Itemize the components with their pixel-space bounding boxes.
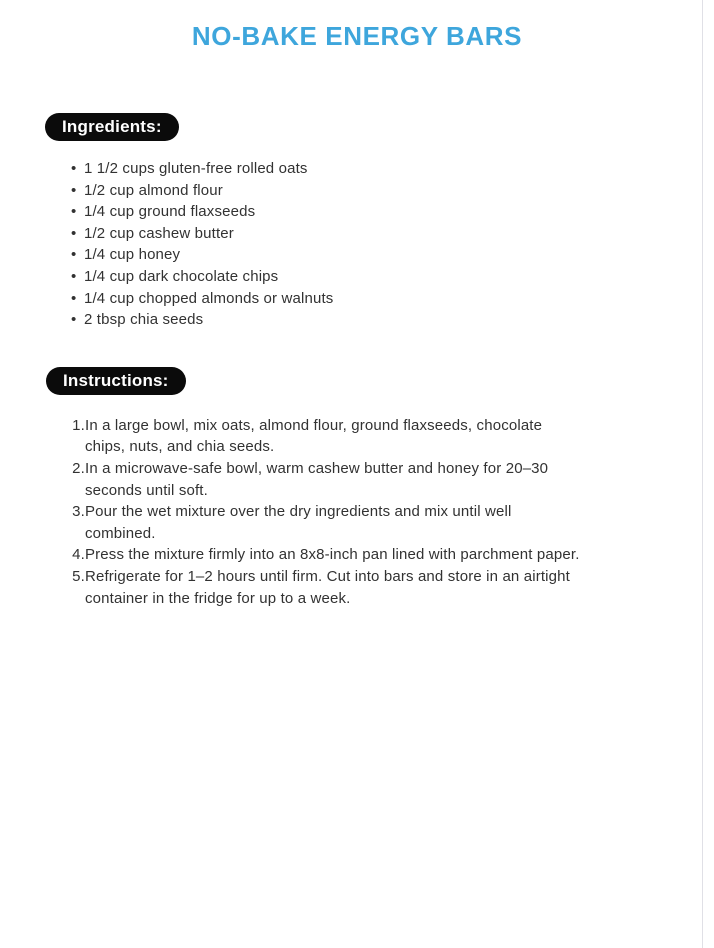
ingredient-item: • 1/4 cup ground flaxseeds: [84, 201, 714, 223]
instruction-step: Refrigerate for 1–2 hours until firm. Cut into bars and store in an airtight container in the fridge for up to a week.: [85, 567, 570, 607]
instruction-step: In a microwave-safe bowl, warm cashew butter and honey for 20–30 seconds until soft.: [85, 459, 549, 499]
page-title: NO-BAKE ENERGY BARS: [191, 21, 523, 51]
instruction-step: In a large bowl, mix oats, almond flour, ground flaxseeds, chocolate chips, nuts, and chia seeds.: [85, 416, 543, 456]
ingredient-item: • 1/4 cup dark chocolate chips: [84, 266, 714, 288]
instruction-list: [0, 415, 714, 609]
ingredient-list: [0, 158, 714, 331]
instruction-step: Pour the wet mixture over the dry ingredients and mix until well combined.: [85, 503, 512, 542]
instruction-step: Press the mixture firmly into an 8x8-inch pan lined with parchment paper.: [85, 546, 580, 564]
page-edge-line: [702, 0, 703, 948]
ingredients-section-badge: Ingredients:: [45, 113, 179, 141]
ingredient-item: • 2 tbsp chia seeds: [84, 309, 714, 331]
ingredient-item: • 1/2 cup cashew butter: [84, 223, 714, 245]
ingredient-item: • 1/4 cup honey: [84, 244, 714, 266]
instructions-section-badge: Instructions:: [46, 367, 186, 395]
ingredient-item: • 1/2 cup almond flour: [84, 180, 714, 202]
ingredient-item: • 1/4 cup chopped almonds or walnuts: [84, 288, 714, 310]
ingredient-item: • 1 1/2 cups gluten-free rolled oats: [84, 158, 714, 180]
